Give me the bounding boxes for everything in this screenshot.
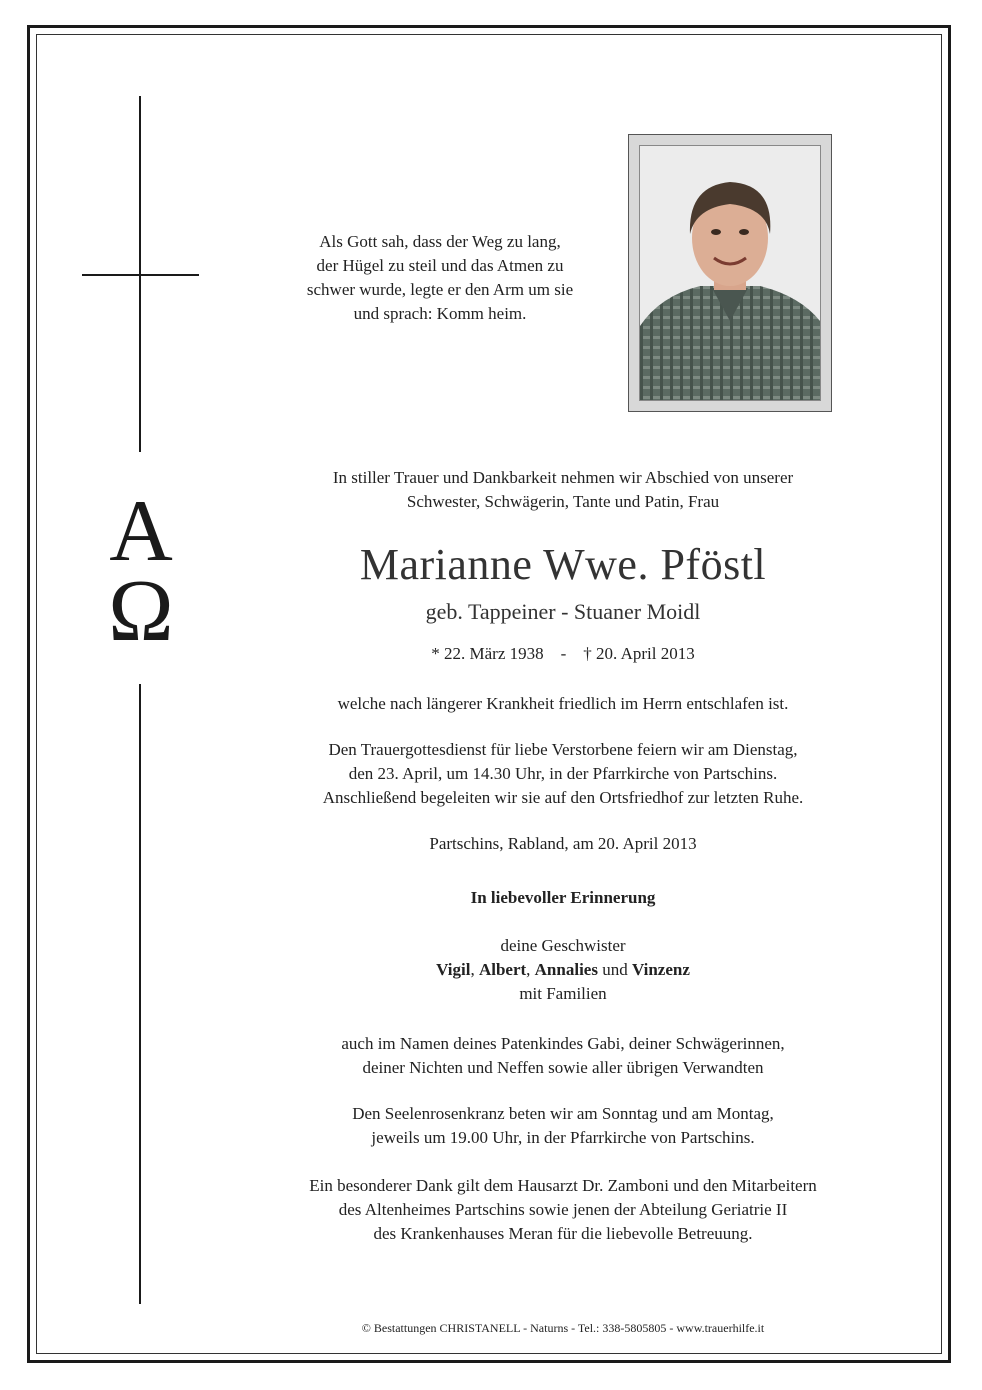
- rosary-line: jeweils um 19.00 Uhr, in der Pfarrkirche von Partschins.: [371, 1128, 755, 1147]
- poem-line: schwer wurde, legte er den Arm um sie: [306, 280, 574, 299]
- separator: ,: [470, 960, 479, 979]
- alpha-omega-icon: [96, 488, 186, 648]
- thanks-line: des Altenheimes Partschins sowie jenen der Abteilung Geriatrie II: [338, 1200, 788, 1219]
- sibling-name: Annalies: [534, 960, 598, 979]
- death-note: welche nach längerer Krankheit friedlich im Herrn entschlafen ist.: [337, 694, 789, 713]
- rosary-block: [240, 1102, 886, 1150]
- others-line: deiner Nichten und Neffen sowie aller übrigen Verwandten: [362, 1058, 764, 1077]
- life-dates: * 22. März 1938 - † 20. April 2013: [431, 644, 695, 663]
- thanks-line: Ein besonderer Dank gilt dem Hausarzt Dr. Zamboni und den Mitarbeitern: [309, 1176, 817, 1195]
- service-line: den 23. April, um 14.30 Uhr, in der Pfarrkirche von Partschins.: [348, 764, 778, 783]
- service-line: Anschließend begeleiten wir sie auf den Ortsfriedhof zur letzten Ruhe.: [322, 788, 804, 807]
- rosary-line: Den Seelenrosenkranz beten wir am Sonntag und am Montag,: [352, 1104, 774, 1123]
- footer-credit: © Bestattungen CHRISTANELL - Naturns - Tel.: 338-5805805 - www.trauerhilfe.it: [361, 1321, 765, 1335]
- sibling-name: Vigil: [436, 960, 471, 979]
- separator: ,: [526, 960, 535, 979]
- siblings-intro: deine Geschwister: [500, 936, 626, 955]
- vertical-rule: [139, 684, 141, 1304]
- service-info: [240, 738, 886, 810]
- omega-glyph: Ω: [108, 563, 174, 648]
- sibling-name: Vinzenz: [631, 960, 690, 979]
- poem-line: Als Gott sah, dass der Weg zu lang,: [319, 232, 561, 251]
- intro-text: [240, 466, 886, 514]
- poem-line: und sprach: Komm heim.: [353, 304, 527, 323]
- cross-horizontal-bar: [82, 274, 199, 276]
- intro-line: Schwester, Schwägerin, Tante und Patin, Frau: [406, 492, 720, 511]
- thanks-line: des Krankenhauses Meran für die liebevolle Betreuung.: [373, 1224, 753, 1243]
- birth-name: geb. Tappeiner - Stuaner Moidl: [425, 599, 701, 624]
- photo-frame: [628, 134, 832, 412]
- intro-line: In stiller Trauer und Dankbarkeit nehmen wir Abschied von unserer: [332, 468, 794, 487]
- others-block: [240, 1032, 886, 1080]
- portrait-illustration: [640, 146, 820, 400]
- conjunction: und: [597, 960, 632, 979]
- memory-heading: In liebevoller Erinnerung: [470, 888, 656, 907]
- deceased-name: Marianne Wwe. Pföstl: [359, 540, 767, 589]
- alpha-glyph: A: [109, 488, 173, 580]
- siblings-block: [240, 934, 886, 1006]
- service-line: Den Trauergottesdienst für liebe Verstorbene feiern wir am Dienstag,: [328, 740, 798, 759]
- siblings-families: mit Familien: [519, 984, 607, 1003]
- place-date: Partschins, Rabland, am 20. April 2013: [429, 834, 697, 853]
- thanks-block: [240, 1174, 886, 1246]
- others-line: auch im Namen deines Patenkindes Gabi, deiner Schwägerinnen,: [341, 1034, 785, 1053]
- portrait-photo: [639, 145, 821, 401]
- poem-line: der Hügel zu steil und das Atmen zu: [316, 256, 564, 275]
- poem: [262, 230, 618, 326]
- sibling-name: Albert: [478, 960, 527, 979]
- siblings-names: [240, 958, 886, 982]
